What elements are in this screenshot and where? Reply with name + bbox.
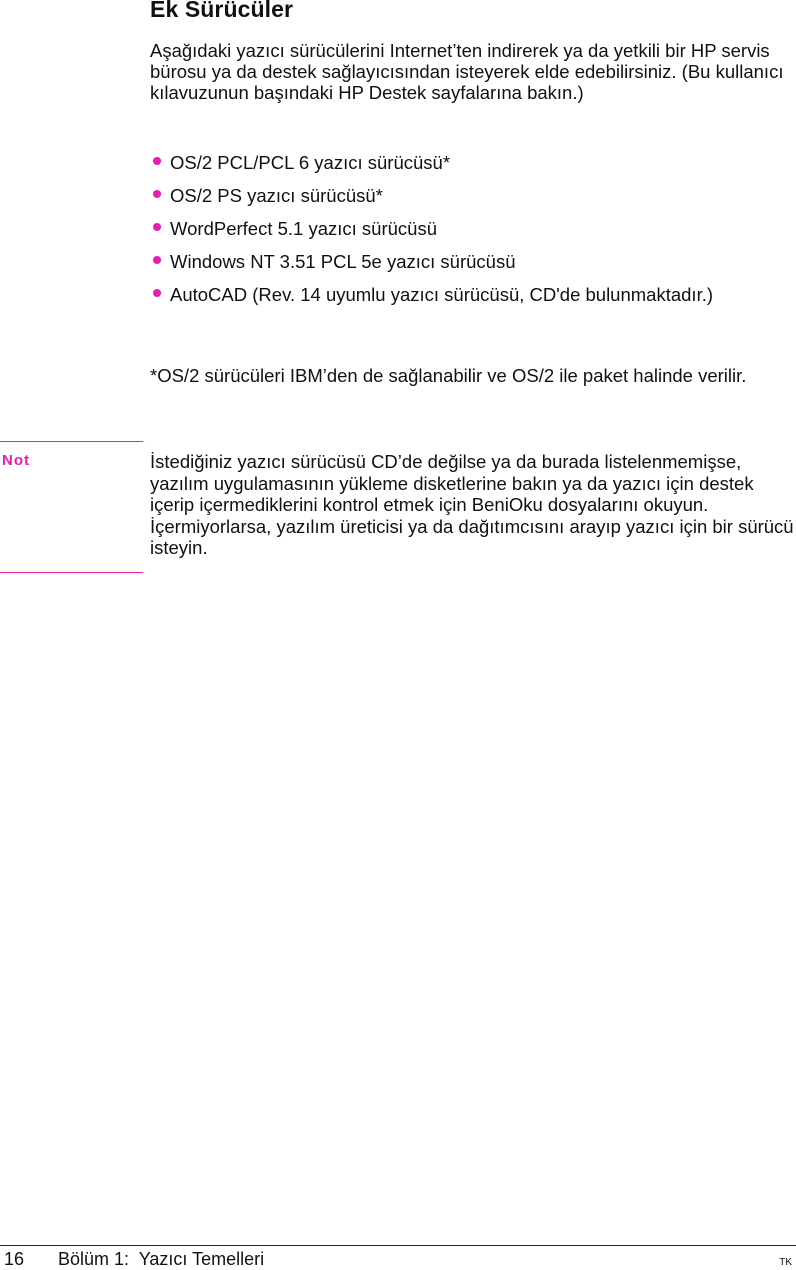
- bullet-icon: [153, 157, 161, 165]
- footer-rule: [0, 1245, 796, 1246]
- driver-name: OS/2 PCL/PCL 6 yazıcı sürücüsü*: [170, 152, 451, 173]
- list-item: [150, 284, 795, 305]
- note-text: İstediğiniz yazıcı sürücüsü CD’de değilse ya da burada listelenmemişse, yazılım uygulamasının yükleme disketlerine bakın ya da yazıcı için destek içerip içermediklerini kontrol etmek için BeniOku dosyalarını okuyun. İçermiyorlarsa, yazılım üreticisi ya da dağıtımcısını arayıp yazıcı için bir sürücü isteyin.: [150, 451, 794, 558]
- footnote: *OS/2 sürücüleri IBM’den de sağlanabilir ve OS/2 ile paket halinde verilir.: [150, 365, 747, 386]
- list-item: [150, 152, 795, 173]
- driver-name: AutoCAD (Rev. 14 uyumlu yazıcı sürücüsü, CD'de bulunmaktadır.): [170, 284, 714, 305]
- bullet-icon: [153, 289, 161, 297]
- chapter-title: Bölüm 1: Yazıcı Temelleri: [58, 1249, 265, 1269]
- bullet-icon: [153, 190, 161, 198]
- driver-name: Windows NT 3.51 PCL 5e yazıcı sürücüsü: [170, 251, 516, 272]
- section-title: Ek Sürücüler: [150, 0, 294, 22]
- language-code: TK: [779, 1257, 792, 1268]
- driver-name: OS/2 PS yazıcı sürücüsü*: [170, 185, 383, 206]
- intro-paragraph: Aşağıdaki yazıcı sürücülerini Internet’ten indirerek ya da yetkili bir HP servis bürosu ya da destek sağlayıcısından isteyerek elde edebilirsiniz. (Bu kullanıcı kılavuzunun başındaki HP Destek sayfalarına bakın.): [150, 40, 784, 103]
- bullet-icon: [153, 256, 161, 264]
- note-label: Not: [2, 452, 30, 469]
- bullet-icon: [153, 223, 161, 231]
- driver-name: WordPerfect 5.1 yazıcı sürücüsü: [170, 218, 437, 239]
- note-top-rule: [0, 441, 143, 442]
- list-item: [150, 251, 795, 272]
- note-bottom-rule: [0, 572, 143, 573]
- list-item: [150, 218, 795, 239]
- page-number: 16: [4, 1249, 25, 1269]
- list-item: [150, 185, 795, 206]
- driver-list: [150, 152, 795, 317]
